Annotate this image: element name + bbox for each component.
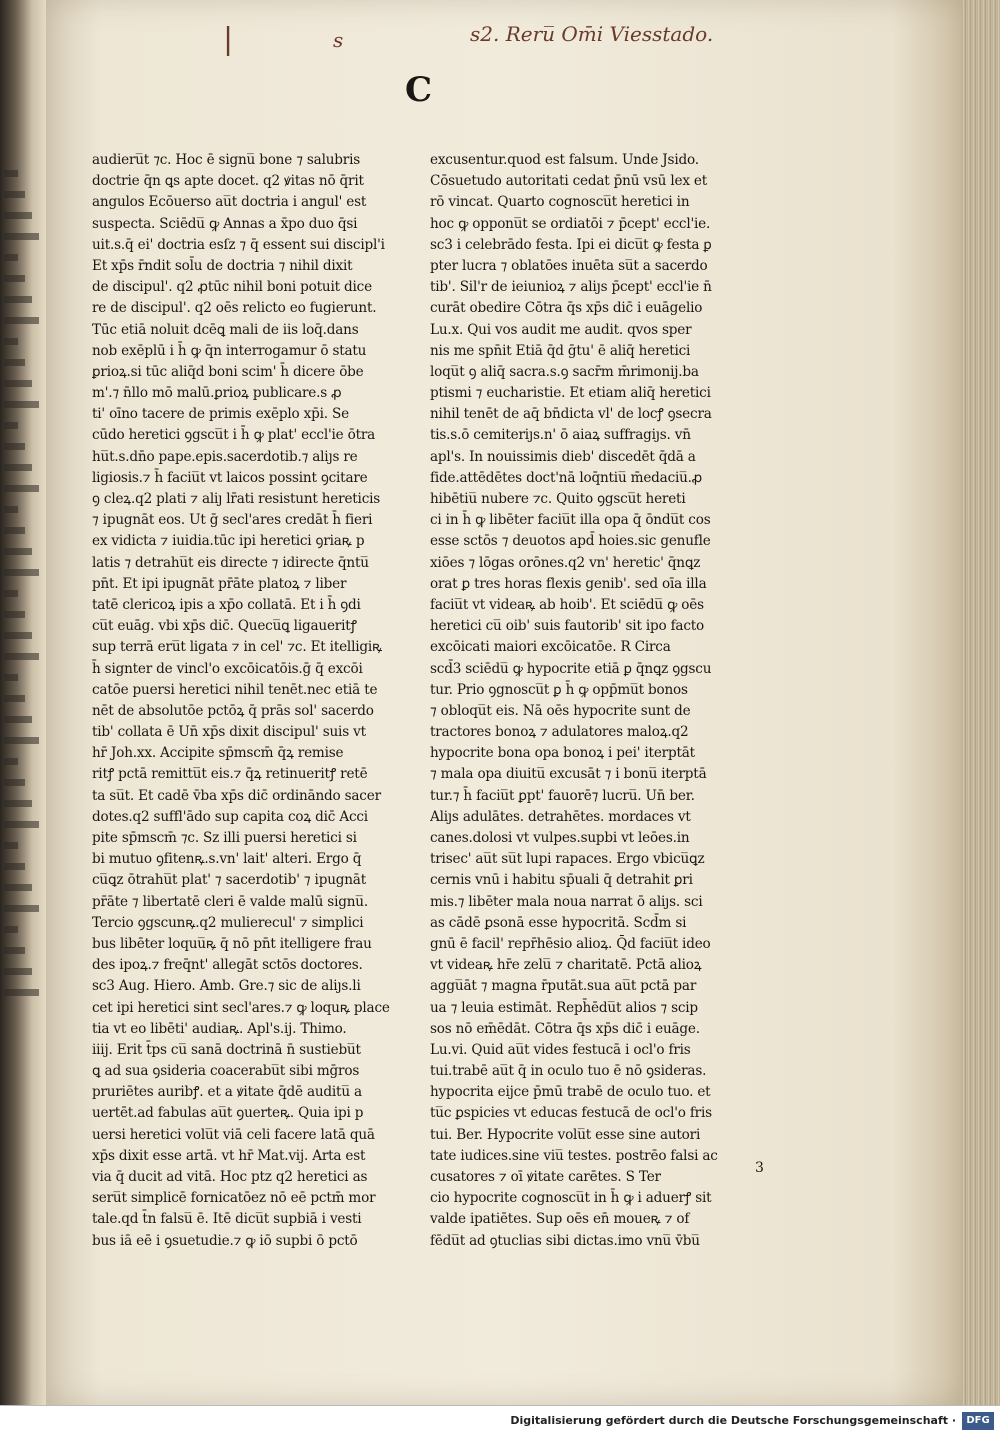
text-line: ptismi ⁊ eucharistie. Et etiam aliq̄ heretici — [430, 385, 711, 402]
text-line: xiōes ⁊ lōgas orōnes.q2 vn' heretic' q̄nꝗz — [430, 554, 701, 571]
text-line: ⁊ obloqu̅t eis. Nā oēs hypocrite sunt de — [430, 702, 691, 719]
bleed-line — [4, 968, 32, 975]
bleed-line — [4, 695, 25, 702]
bleed-line — [4, 758, 18, 765]
text-line: via q̄ ducit ad vitā. Hoc ptz q2 heretici as — [92, 1169, 368, 1185]
text-line: Cōsuetudo autoritati cedat p̄nū vsū lex et — [430, 173, 708, 190]
bleed-line — [4, 569, 39, 576]
text-line: sc3 Aug. Hiero. Amb. Gre.⁊ sic de aliȷs.li — [92, 978, 361, 995]
text-line: nis me spn̄it Etiā q̄d ḡtu' ē aliq̄ heretici — [430, 342, 691, 359]
footer-credit: Digitalisierung gefördert durch die Deutsche Forschungsgemeinschaft · — [510, 1414, 956, 1427]
text-line: as cādē ꝑsonā esse hypocritā. Scd̄m si — [430, 914, 687, 931]
signature-letter: C — [405, 70, 433, 110]
text-line: nihil tenēt de aq̄ bn̄dicta vl' de locꝭ ꝯsecra — [430, 406, 712, 423]
text-line: xp̄s dixit esse artā. vt hr̄ Mat.vij. Arta est — [92, 1147, 366, 1164]
text-line: m'.⁊ n̄llo mō malū.ꝑrioꝝ publicare.s ꝓ — [92, 385, 342, 402]
bleed-line — [4, 590, 18, 597]
dfg-logo: DFG — [962, 1412, 994, 1430]
bleed-line — [4, 359, 25, 366]
bleed-line — [4, 275, 25, 282]
text-line: seru̅t simplicē fornicatōez nō eē pctm̄ mor — [92, 1190, 376, 1207]
text-line: pter lucra ⁊ oblatōes inuēta su̅t a sacerdo — [430, 257, 708, 274]
bleed-line — [4, 254, 18, 261]
text-line: orat ꝑ tres horas flexis genib'. sed oīa illa — [430, 575, 707, 592]
text-line: curāt obedire Cōtra q̄s xp̄s dic̄ i euāgelio — [430, 300, 703, 317]
text-line: cet ipi heretici sint secl'ares.⁊ ꝙ loquꝶ place — [92, 999, 390, 1016]
text-line: tale.qd t̄n falsu̅ ē. Itē dicu̅t supbiā i vesti — [92, 1211, 362, 1228]
text-line: trisec' au̅t su̅t lupi rapaces. Ergo vbicu̅ꝗz — [430, 851, 705, 868]
bleed-line — [4, 317, 39, 324]
text-line: vt videaꝶ hr̄e zelu̅ ⁊ charitatē. Pctā alioꝝ — [430, 957, 702, 974]
text-line: ci in h̄ ꝙ libēter faciu̅t illa opa q̄ ōndu̅t cos — [430, 512, 711, 529]
text-line: ritꝭ pctā remittu̅t eis.⁊ q̄ꝝ retinueritꝭ retē — [92, 766, 368, 783]
text-line: sc3 i celebrādo festa. Ipi ei dicu̅t ꝙ festa ꝑ — [430, 236, 712, 253]
text-line: tur. Prio ꝯgnoscu̅t ꝑ h̄ ꝙ opp̄mu̅t bonos — [430, 681, 688, 698]
text-line: heretici cu̅ oib' suis fautorib' sit ipo facto — [430, 618, 704, 635]
left-page-edge — [0, 0, 46, 1405]
bleed-line — [4, 233, 39, 240]
text-line: audieru̅t ⁊c. Hoc ē signu̅ bone ⁊ salubris — [92, 152, 360, 168]
text-line: tractores bonoꝝ ⁊ adulatores maloꝝ.q2 — [430, 724, 689, 741]
bleed-line — [4, 800, 32, 807]
text-line: pruriētes auribꝭ. et a ꝟitate q̄dē auditu̅ a — [92, 1084, 362, 1101]
text-line: iiij. Erit t̄ps cu̅ sanā doctrinā n̄ sustiebu̅t — [92, 1041, 361, 1058]
bleed-line — [4, 779, 25, 786]
text-line: cio hypocrite cognoscu̅t in h̄ ꝙ i aduerꝭ sit — [430, 1190, 712, 1207]
bleed-line — [4, 821, 39, 828]
text-line: doctrie q̄n ꝗs apte docet. q2 ꝟitas nō q̄rit — [92, 173, 364, 190]
text-line: tib'. Sil'r de ieiunioꝝ ⁊ aliȷs p̄cept' eccl'ie n̄ — [430, 279, 712, 296]
text-line: apl's. In nouissimis dieb' discedēt q̄dā a — [430, 448, 696, 465]
text-line: ꝑrioꝝ.si tūc aliq̄d boni scim' h̄ dicere ōbe — [92, 363, 364, 380]
text-line: excōicati maiori excōicatōe. R Circa — [430, 639, 671, 656]
bleed-line — [4, 905, 39, 912]
bleed-line — [4, 926, 18, 933]
text-line: hr̄ Joh.xx. Accipite sp̄mscm̄ q̄ꝝ remise — [92, 745, 344, 762]
text-line: nob exēplū i h̄ ꝙ q̄n interrogamur ō statu — [92, 342, 367, 359]
text-line: esse sctōs ⁊ deuotos apd̄ hoies.sic genufle — [430, 533, 711, 550]
bleed-line — [4, 527, 25, 534]
annotation-mark: | — [223, 22, 234, 57]
bleed-line — [4, 401, 39, 408]
bleed-line — [4, 842, 18, 849]
bleed-line — [4, 716, 32, 723]
text-line: ex vidicta ⁊ iuidia.tūc ipi heretici ꝯriaꝶ p — [92, 533, 365, 550]
manuscript-annotation — [195, 14, 955, 57]
text-line: dotes.q2 suffl'ādo sup capita coꝝ dic̄ Acci — [92, 808, 368, 825]
text-line: re de discipul'. q2 oēs relicto eo fugierunt. — [92, 300, 377, 317]
text-line: cu̅t euāg. vbi xp̄s dic̄. Quecu̅ꝗ ligaueritꝭ — [92, 618, 357, 635]
text-line: cernis vnū i habitu sp̄uali q̄ detrahit ꝑri — [430, 872, 693, 889]
bleed-line — [4, 296, 32, 303]
text-line: Et xp̄s r̄ndit sol̄u de doctria ⁊ nihil dixit — [92, 257, 353, 274]
catchword: 3 — [755, 1160, 764, 1176]
text-line: canes.dolosi vt vulpes.supbi vt leōes.in — [430, 830, 690, 846]
bleed-line — [4, 191, 25, 198]
text-line: angulos Ecōuerso au̅t doctria i angul' est — [92, 194, 367, 211]
text-line: suspecta. Sciēdu̅ ꝙ Annas a x̄po duo q̄si — [92, 215, 358, 232]
text-line: gnū ē facil' repr̄hēsio alioꝝ. Q̄d faciu̅t ideo — [430, 935, 711, 952]
text-line: ua ⁊ leuia estimāt. Reph̄ēdu̅t alios ⁊ scip — [430, 999, 698, 1016]
bleed-line — [4, 170, 18, 177]
text-line: tui.trabē au̅t q̄ in oculo tuo ē nō ꝯsideras. — [430, 1063, 707, 1080]
text-line: des ipoꝝ.⁊ freq̄nt' allegāt sctōs doctores. — [92, 957, 363, 974]
text-line: excusentur.quod est falsum. Unde Jsido. — [430, 152, 699, 168]
bleed-line — [4, 632, 32, 639]
text-line: scd̄3 sciēdu̅ ꝙ hypocrite etiā ꝑ q̄nꝗz ꝯgscu — [430, 660, 712, 677]
text-line: aggu̅āt ⁊ magna r̄putāt.sua au̅t pctā par — [430, 978, 697, 995]
bleed-line — [4, 464, 32, 471]
text-line: hypocrita eijce p̄mū trabē de oculo tuo. et — [430, 1084, 711, 1101]
text-line: fēdu̅t ad ꝯtuclias sibi dictas.imo vnu̅ v̄bu̅ — [430, 1232, 700, 1249]
annotation-note: s2. Reru̅ Om̄i Viesstado. — [470, 22, 714, 46]
text-line: Lu.vi. Quid au̅t vides festucā i ocl'o fris — [430, 1041, 691, 1058]
text-line: pr̄āte ⁊ libertatē cleri ē valde malū signu̅. — [92, 893, 368, 910]
text-line: hibētiu̅ nubere ⁊c. Quito ꝯgscu̅t hereti — [430, 491, 686, 507]
bleed-line — [4, 947, 25, 954]
text-line: cusatores ⁊ oī ꝟitate carētes. S Ter — [430, 1169, 661, 1185]
bleed-line — [4, 611, 25, 618]
text-line: cu̅ꝗz ōtrahu̅t plat' ⁊ sacerdotib' ⁊ ipugnāt — [92, 872, 366, 889]
page-fore-edge — [962, 0, 1000, 1405]
text-line: loqu̅t ꝯ aliq̄ sacra.s.ꝯ sacr̄m m̄rimonij.ba — [430, 363, 699, 380]
footer-bar — [0, 1405, 1000, 1437]
bleed-line — [4, 884, 32, 891]
text-line: tu̅c ꝑspicies vt educas festucā de ocl'o fris — [430, 1105, 712, 1122]
bleed-line — [4, 422, 18, 429]
text-line: bus libēter loquu̅ꝶ q̄ nō pn̄t itelligere frau — [92, 935, 372, 952]
bleed-line — [4, 338, 18, 345]
text-line: latis ⁊ detrahu̅t eis directe ⁊ idirecte q̄ntu̅ — [92, 554, 369, 571]
bleed-line — [4, 212, 32, 219]
bleed-line — [4, 443, 25, 450]
text-line: ꝯ cleꝝ.q2 plati ⁊ aliȷ lr̄ati resistunt hereticis — [92, 491, 381, 507]
text-line: ⁊ mala opa diuitu̅ excusāt ⁊ i bonu̅ iterptā — [430, 766, 707, 783]
text-line: sup terrā eru̅t ligata ⁊ in cel' ⁊c. Et itelligiꝶ — [92, 639, 383, 656]
text-line: uertēt.ad fabulas au̅t ꝯuerteꝶ. Quia ipi p — [92, 1105, 364, 1122]
bleed-line — [4, 674, 18, 681]
bleed-line — [4, 548, 32, 555]
text-line: pn̄t. Et ipi ipugnāt pr̄āte platoꝝ ⁊ liber — [92, 575, 347, 592]
text-line: valde ipatiētes. Sup oēs en̄ moueꝶ ⁊ of — [430, 1211, 690, 1228]
text-line: rō vincat. Quarto cognoscu̅t heretici in — [430, 194, 690, 211]
text-line: ⁊ ipugnāt eos. Ut ḡ secl'ares credāt h̄ fieri — [92, 512, 373, 529]
text-line: tur.⁊ h̄ faciu̅t ꝑpt' fauorē⁊ lucru̅. Un̄ ber. — [430, 787, 695, 804]
text-column-right — [430, 150, 762, 1252]
text-line: cūdo heretici ꝯgscu̅t i h̄ ꝙ plat' eccl'ie ōtra — [92, 427, 376, 444]
bleed-line — [4, 863, 25, 870]
text-line: Aliȷs adulātes. detrahētes. mordaces vt — [430, 808, 691, 825]
text-line: ti' oīno tacere de primis exēplo xp̄i. Se — [92, 406, 349, 423]
bleed-line — [4, 989, 39, 996]
text-line: nēt de absolutōe pctōꝝ q̄ prās sol' sacerdo — [92, 702, 374, 719]
text-line: de discipul'. q2 ꝓtūc nihil boni potuit dice — [92, 279, 372, 296]
text-line: catōe puersi heretici nihil tenēt.nec etiā te — [92, 681, 378, 698]
text-line: pite sp̄mscm̄ ⁊c. Sz illi puersi heretici si — [92, 830, 357, 846]
text-line: h̄ signter de vincl'o excōicatōis.ḡ q̄ excōi — [92, 660, 363, 677]
text-line: tia vt eo libēti' audiaꝶ. Apl's.ij. Thimo. — [92, 1020, 347, 1037]
text-line: tui. Ber. Hypocrite volu̅t esse sine autori — [430, 1126, 701, 1143]
annotation-folio: s — [333, 28, 344, 52]
text-line: Lu.x. Qui vos audit me audit. qvos sper — [430, 321, 692, 338]
text-line: uersi heretici volu̅t viā celi facere latā quā — [92, 1126, 375, 1143]
text-line: uit.s.q̄ ei' doctria esſz ⁊ q̄ essent sui discipl'i — [92, 236, 385, 253]
text-line: tis.s.ō cemiteriȷs.n' ō aiaꝝ suffragiȷs. vn̄ — [430, 427, 691, 444]
bleed-line — [4, 653, 39, 660]
text-line: ta su̅t. Et cadē v̄ba xp̄s dic̄ ordināndo sacer — [92, 787, 381, 804]
text-line: hu̅t.s.dn̄o pape.epis.sacerdotib.⁊ aliȷs re — [92, 448, 358, 465]
text-line: tatē clericoꝝ ipis a xp̄o collatā. Et i h̄ ꝯdi — [92, 596, 361, 613]
text-line: hypocrite bona opa bonoꝝ i pei' iterptāt — [430, 745, 695, 762]
text-line: tate iudices.sine viu̅ testes. postrēo falsi ac — [430, 1147, 718, 1164]
text-line: Tūc etiā noluit dcēꝗ mali de iis loq̄.dans — [92, 321, 359, 338]
bleed-line — [4, 737, 39, 744]
bleed-line — [4, 380, 32, 387]
text-line: mis.⁊ libēter mala noua narrat ō aliȷs. sci — [430, 893, 703, 910]
text-line: faciu̅t vt videaꝶ ab hoib'. Et sciēdu̅ ꝙ oēs — [430, 596, 704, 613]
text-line: sos nō em̄ēdāt. Cōtra q̄s xp̄s dic̄ i euāge. — [430, 1020, 700, 1037]
text-line: fide.attēdētes doct'nā loq̄ntiu̅ m̄edaciu̅.ꝓ — [430, 469, 703, 486]
text-line: Tercio ꝯgscunꝶ.q2 mulierecul' ⁊ simplici — [92, 914, 364, 931]
text-line: hoc ꝙ opponu̅t se ordiatōi ⁊ p̄cept' eccl'ie. — [430, 215, 711, 232]
text-line: ꝗ ad sua ꝯsideria coacerabu̅t sibi mḡros — [92, 1063, 360, 1080]
text-column-left — [92, 150, 410, 1252]
text-line: tib' collata ē Un̄ xp̄s dixit discipul' suis vt — [92, 724, 366, 741]
bleed-line — [4, 506, 18, 513]
text-line: bi mutuo ꝯfitenꝶ.s.vn' lait' alteri. Ergo q̄ — [92, 851, 362, 868]
text-line: bus iā eē i ꝯsuetudie.⁊ ꝙ iō supbi ō pctō — [92, 1232, 358, 1249]
text-line: ligiosis.⁊ h̄ faciu̅t vt laicos possint ꝯcitare — [92, 469, 368, 486]
bleed-line — [4, 485, 39, 492]
